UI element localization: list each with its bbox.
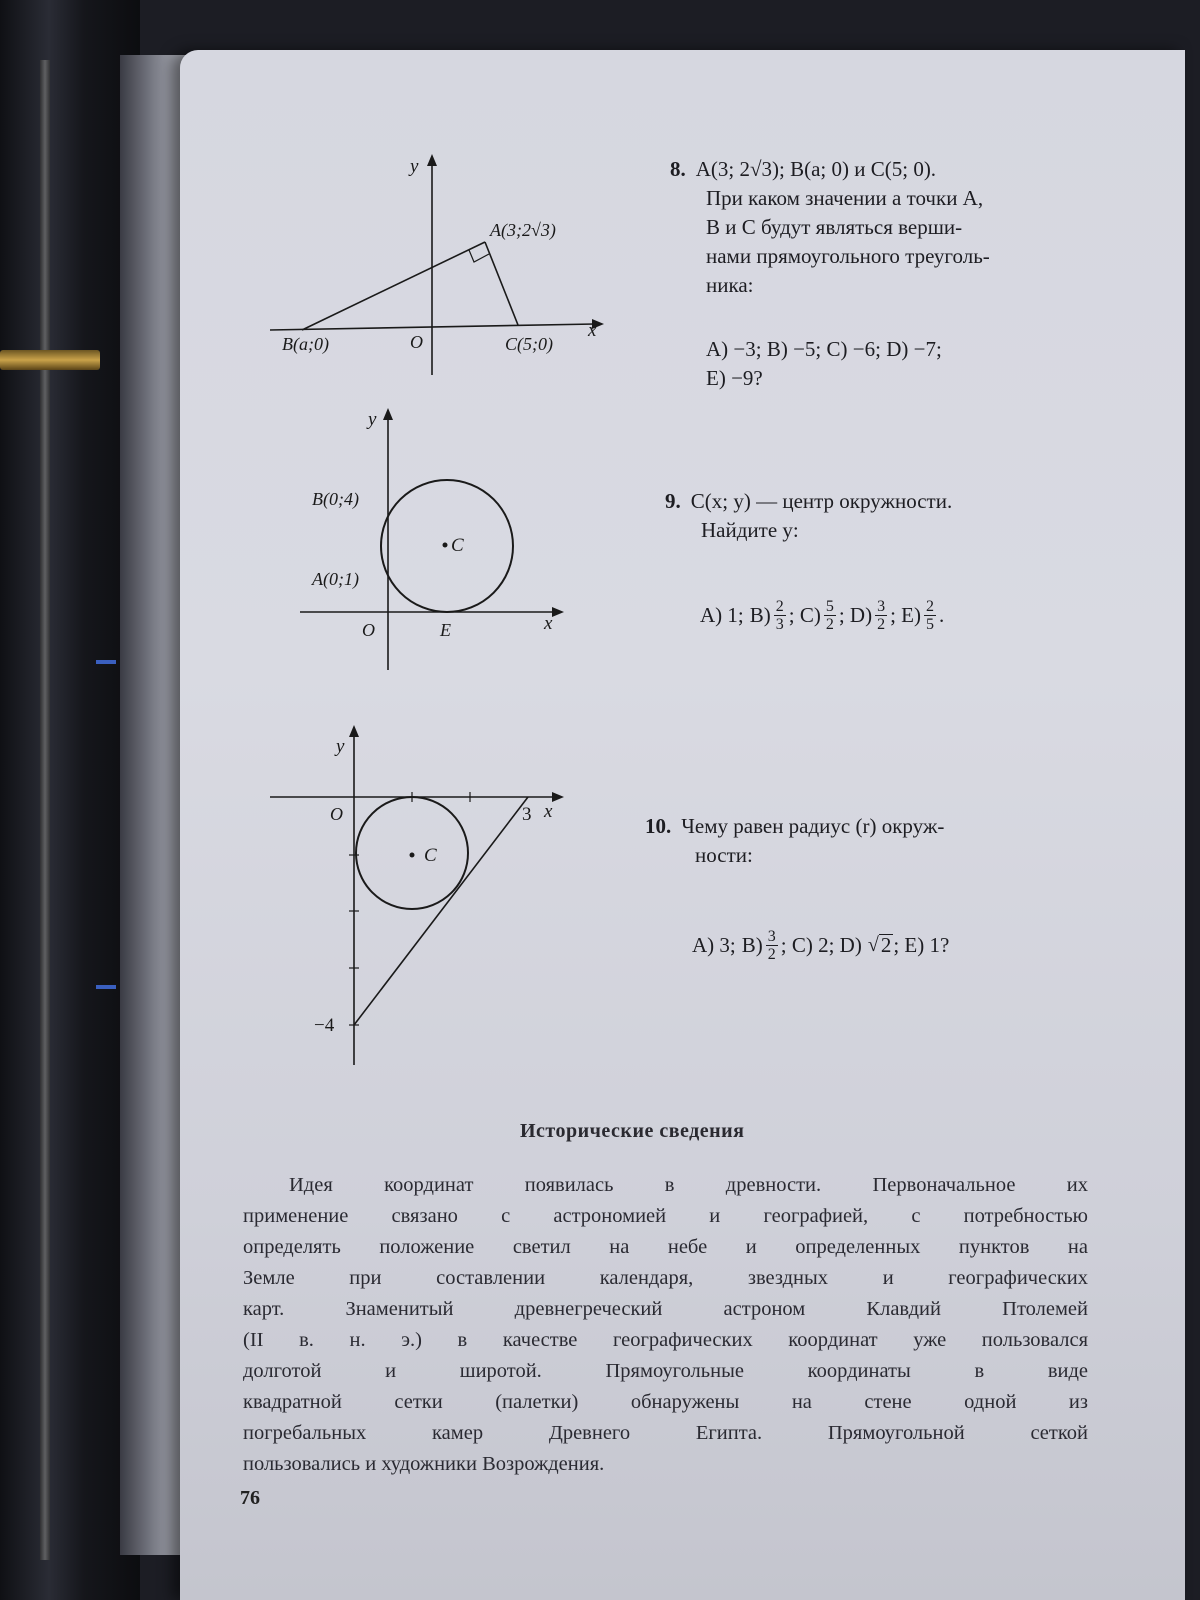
binder-mark	[96, 985, 116, 989]
problem-9	[665, 487, 1105, 545]
label-x: x	[588, 320, 597, 341]
segment-ba	[302, 242, 485, 330]
denominator: 2	[825, 616, 834, 633]
label-origin: O	[410, 332, 423, 352]
problem-text-line: Найдите y:	[701, 518, 799, 542]
fraction	[774, 598, 786, 633]
problem-number: 8.	[670, 157, 686, 181]
problem-8	[670, 155, 1110, 300]
label-point-a: A(3;2√3)	[490, 220, 556, 240]
history-line: карт. Знаменитый древнегреческий астроном Клавдий Птолемей	[243, 1298, 1088, 1320]
figure-problem-9	[300, 405, 590, 675]
problem-text-line: Чему равен радиус (r) окруж-	[681, 814, 945, 838]
label-point-a: A(0;1)	[312, 569, 359, 589]
label-y: y	[410, 156, 419, 177]
history-line: применение связано с астрономией и географией, с потребностью	[243, 1205, 1088, 1227]
problem-text-line: ника:	[706, 273, 754, 297]
radical-sign-icon: √	[867, 934, 879, 956]
history-line: погребальных камер Древнего Египта. Прямоугольной сеткой	[243, 1422, 1088, 1444]
label-three: 3	[522, 804, 532, 825]
label-point-c: C(5;0)	[505, 334, 553, 354]
problem-8-answers	[706, 335, 942, 393]
label-x: x	[544, 613, 553, 634]
label-center: C	[451, 535, 464, 556]
answer-c-label: ; C) 2; D)	[780, 933, 862, 957]
history-title: Исторические сведения	[520, 1120, 745, 1142]
label-minus-four: −4	[314, 1015, 335, 1036]
answer-b-label: B)	[749, 603, 771, 627]
denominator: 2	[767, 946, 776, 963]
figure-problem-10	[270, 720, 590, 1070]
answer-end: .	[939, 603, 945, 627]
square-root	[868, 934, 893, 957]
fraction	[875, 598, 887, 633]
problem-text-line: нами прямоугольного треуголь-	[706, 244, 990, 268]
label-x: x	[544, 801, 553, 822]
problem-10-answers	[692, 928, 949, 963]
problem-text-line: C(x; y) — центр окружности.	[690, 489, 953, 513]
center-point	[443, 543, 448, 548]
label-y: y	[368, 409, 377, 430]
problem-text-line: B и C будут являться верши-	[706, 215, 963, 239]
numerator: 2	[926, 598, 934, 615]
problem-number: 9.	[665, 489, 681, 513]
history-line: определять положение светил на небе и определенных пунктов на	[243, 1236, 1088, 1258]
binder-mark	[96, 660, 116, 664]
answer-e-label: ; E) 1?	[893, 933, 950, 957]
y-axis-arrow-icon	[427, 154, 437, 166]
denominator: 5	[926, 616, 934, 633]
numerator: 3	[767, 928, 776, 945]
history-line: пользовались и художники Возрождения.	[243, 1453, 605, 1475]
history-line: (II в. н. э.) в качестве географических координат уже пользовался	[243, 1329, 1088, 1351]
radicand: 2	[880, 933, 892, 957]
history-line: Идея координат появилась в древности. Первоначальное их	[289, 1174, 1088, 1196]
problem-9-answers	[700, 598, 944, 633]
x-axis-arrow-icon	[552, 792, 564, 802]
label-y: y	[336, 736, 345, 757]
page-number: 76	[240, 1487, 260, 1509]
problem-text-line: A(3; 2√3); B(a; 0) и C(5; 0).	[695, 157, 937, 181]
right-angle-mark	[469, 250, 489, 262]
label-point-b: B(0;4)	[312, 489, 359, 509]
problem-10	[645, 812, 1105, 870]
numerator: 3	[877, 598, 886, 615]
center-point	[410, 853, 415, 858]
answer-options: A) −3; B) −5; C) −6; D) −7;	[706, 337, 942, 361]
problem-number: 10.	[645, 814, 672, 838]
figure-problem-8	[270, 150, 610, 390]
hypotenuse	[354, 797, 528, 1025]
answer-a: A) 1;	[700, 603, 744, 627]
answer-d-label: ; D)	[838, 603, 873, 627]
answer-e-label: ; E)	[890, 603, 921, 627]
label-origin: O	[362, 620, 375, 640]
problem-text-line: При каком значении a точки A,	[706, 186, 984, 210]
fraction	[824, 598, 836, 633]
history-line: квадратной сетки (палетки) обнаружены на стене одной из	[243, 1391, 1088, 1413]
numerator: 5	[825, 598, 834, 615]
answer-c-label: ; C)	[788, 603, 821, 627]
label-point-b: B(a;0)	[282, 334, 329, 354]
x-axis-arrow-icon	[552, 607, 564, 617]
fraction	[924, 598, 936, 633]
label-origin: O	[330, 804, 343, 824]
history-line: долготой и широтой. Прямоугольные координаты в виде	[243, 1360, 1088, 1382]
denominator: 2	[877, 616, 886, 633]
binder-rail	[40, 60, 50, 1560]
label-center: C	[424, 845, 437, 866]
y-axis-arrow-icon	[383, 408, 393, 420]
label-point-e: E	[440, 620, 451, 640]
binder-ring	[0, 350, 100, 370]
denominator: 3	[775, 616, 784, 633]
problem-text-line: ности:	[695, 843, 753, 867]
answer-options: E) −9?	[706, 366, 763, 390]
answer-a: A) 3;	[692, 933, 736, 957]
history-line: Земле при составлении календаря, звездных и географических	[243, 1267, 1088, 1289]
numerator: 2	[775, 598, 784, 615]
binder-background	[0, 0, 140, 1600]
y-axis-arrow-icon	[349, 725, 359, 737]
segment-ac	[485, 242, 518, 325]
fraction	[766, 928, 778, 963]
history-paragraph	[243, 1170, 1088, 1480]
answer-b-label: B)	[741, 933, 763, 957]
